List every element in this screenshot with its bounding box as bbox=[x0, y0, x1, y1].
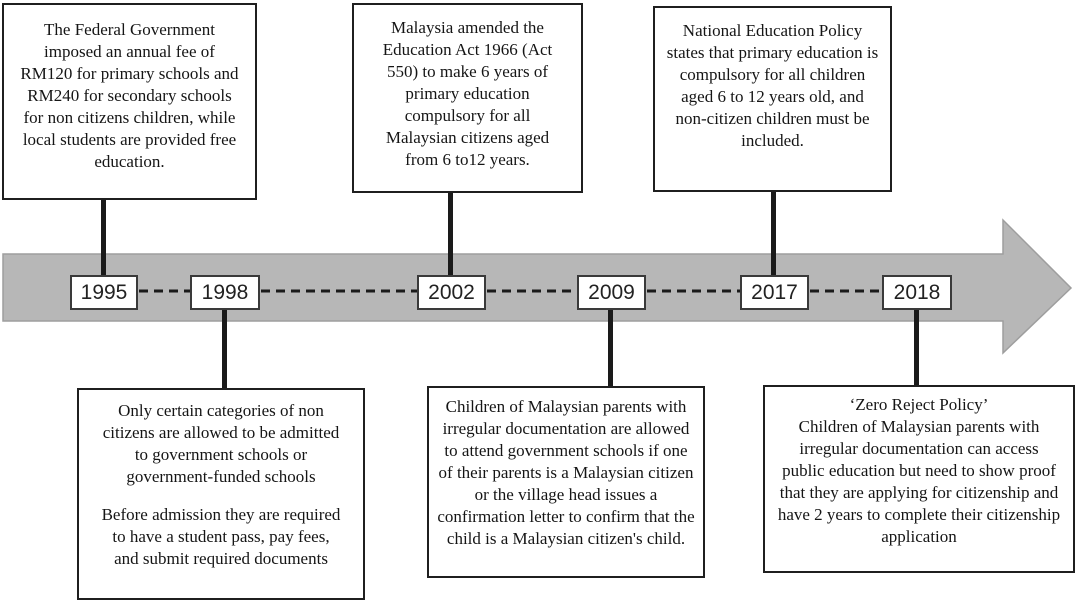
event-text-2018: Children of Malaysian parents with irregular documentation can access public education but need to show proof that they are applying for citizenship and have 2 years to complete their citizenship application bbox=[777, 417, 1061, 546]
year-marker-2009: 2009 bbox=[577, 275, 646, 310]
event-description-2018 bbox=[763, 385, 1075, 573]
event-text2-1998: Before admission they are required to have a student pass, pay fees, and submit required documents bbox=[101, 505, 341, 568]
event-description-1998 bbox=[77, 388, 365, 600]
event-description-1995 bbox=[2, 3, 257, 200]
event-text-1995: The Federal Government imposed an annual fee of RM120 for primary schools and RM240 for secondary schools for non citizens children, while local students are provided free education. bbox=[20, 20, 239, 171]
connector-line-2017 bbox=[771, 192, 776, 275]
event-description-2017 bbox=[653, 6, 892, 192]
connector-line-2018 bbox=[914, 310, 919, 385]
event-text-2009: Children of Malaysian parents with irregular documentation are allowed to attend government schools if one of their parents is a Malaysian citizen or the village head issues a confirmation letter to confirm that the child is a Malaysian citizen's child. bbox=[437, 397, 695, 548]
event-text-2017: National Education Policy states that primary education is compulsory for all children aged 6 to 12 years old, and non-citizen children must be included. bbox=[666, 21, 879, 150]
event-description-2009 bbox=[427, 386, 705, 578]
year-marker-1998: 1998 bbox=[190, 275, 260, 310]
event-title-2018: ‘Zero Reject Policy’ bbox=[849, 395, 989, 414]
year-marker-1995: 1995 bbox=[70, 275, 138, 310]
connector-line-1998 bbox=[222, 310, 227, 388]
event-text-2002: Malaysia amended the Education Act 1966 (Act 550) to make 6 years of primary education compulsory for all Malaysian citizens aged from 6 to12 years. bbox=[382, 18, 553, 169]
connector-line-1995 bbox=[101, 200, 106, 275]
connector-line-2009 bbox=[608, 310, 613, 386]
year-marker-2017: 2017 bbox=[740, 275, 809, 310]
year-marker-2018: 2018 bbox=[882, 275, 952, 310]
connector-line-2002 bbox=[448, 193, 453, 275]
event-description-2002 bbox=[352, 3, 583, 193]
event-text-1998: Only certain categories of non citizens are allowed to be admitted to government schools or government-funded schools bbox=[102, 401, 340, 486]
year-marker-2002: 2002 bbox=[417, 275, 486, 310]
